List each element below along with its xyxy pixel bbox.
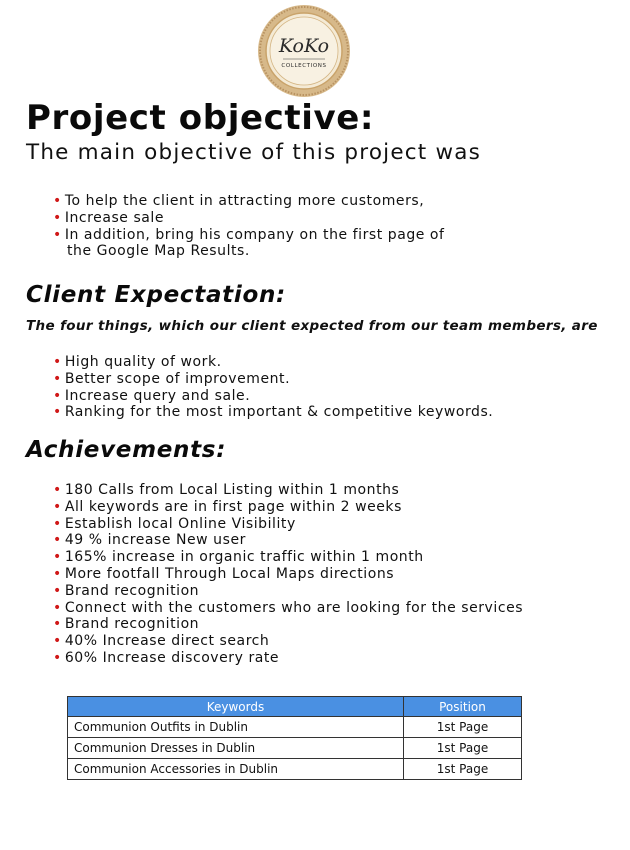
table-row — [68, 717, 522, 738]
list-item: • 40% Increase direct search — [53, 633, 270, 650]
keywords-column-header: Keywords — [68, 697, 404, 717]
bullet-icon: • — [53, 404, 62, 421]
bullet-icon: • — [53, 498, 62, 515]
list-item: • 60% Increase discovery rate — [53, 649, 280, 666]
list-item: • Increase query and sale. — [53, 387, 251, 404]
bullet-icon: • — [53, 209, 62, 226]
bullet-icon: • — [53, 549, 62, 566]
project-objective-subtitle: The main objective of this project was — [26, 140, 482, 165]
list-item: • All keywords are in first page within 2 weeks — [53, 498, 402, 515]
bullet-icon: • — [53, 532, 62, 549]
achievements-heading: Achievements: — [26, 437, 227, 463]
list-item: • 49 % increase New user — [53, 532, 246, 549]
keyword-cell: Communion Dresses in Dublin — [68, 738, 404, 759]
list-item: • Brand recognition — [53, 582, 200, 599]
list-item: • High quality of work. — [53, 354, 222, 370]
bullet-icon: • — [53, 565, 62, 582]
bullet-icon: • — [53, 582, 62, 599]
list-item: • To help the client in attracting more customers, — [53, 193, 425, 209]
svg-text:COLLECTIONS: COLLECTIONS — [281, 63, 327, 69]
bullet-icon: • — [53, 649, 62, 666]
koko-collections-logo — [257, 4, 351, 98]
list-item: • Establish local Online Visibility — [53, 515, 296, 532]
position-cell: 1st Page — [404, 738, 522, 759]
position-cell: 1st Page — [404, 759, 522, 780]
list-item: • In addition, bring his company on the first page of — [53, 226, 445, 243]
list-item: • 180 Calls from Local Listing within 1 months — [53, 482, 400, 498]
list-item: • More footfall Through Local Maps directions — [53, 565, 395, 582]
table-row — [68, 738, 522, 759]
bullet-icon: • — [53, 616, 62, 633]
list-item: • Brand recognition — [53, 616, 200, 633]
position-column-header: Position — [404, 697, 522, 717]
list-item: • Connect with the customers who are looking for the services — [53, 599, 524, 616]
keyword-cell: Communion Accessories in Dublin — [68, 759, 404, 780]
svg-text:KoKo: KoKo — [278, 35, 330, 57]
keyword-cell: Communion Outfits in Dublin — [68, 717, 404, 738]
keywords-table — [67, 696, 522, 780]
position-cell: 1st Page — [404, 717, 522, 738]
bullet-icon: • — [53, 515, 62, 532]
table-row — [68, 759, 522, 780]
project-objective-heading: Project objective: — [26, 98, 375, 138]
client-expectation-heading: Client Expectation: — [26, 282, 286, 308]
client-expectation-lead: The four things, which our client expected from our team members, are — [26, 318, 598, 334]
table-header-row — [68, 697, 522, 717]
list-item: the Google Map Results. — [67, 243, 250, 260]
bullet-icon: • — [53, 354, 62, 370]
bullet-icon: • — [53, 482, 62, 498]
achievements-list — [53, 482, 523, 667]
bullet-icon: • — [53, 633, 62, 650]
bullet-icon: • — [53, 226, 62, 243]
bullet-icon: • — [53, 599, 62, 616]
project-objective-list — [53, 193, 445, 260]
list-item: • Better scope of improvement. — [53, 370, 291, 387]
list-item: • 165% increase in organic traffic within 1 month — [53, 549, 424, 566]
bullet-icon: • — [53, 387, 62, 404]
bullet-icon: • — [53, 370, 62, 387]
list-item: • Increase sale — [53, 209, 165, 226]
bullet-icon: • — [53, 193, 62, 209]
client-expectation-list — [53, 354, 493, 421]
list-item: • Ranking for the most important & competitive keywords. — [53, 404, 494, 421]
